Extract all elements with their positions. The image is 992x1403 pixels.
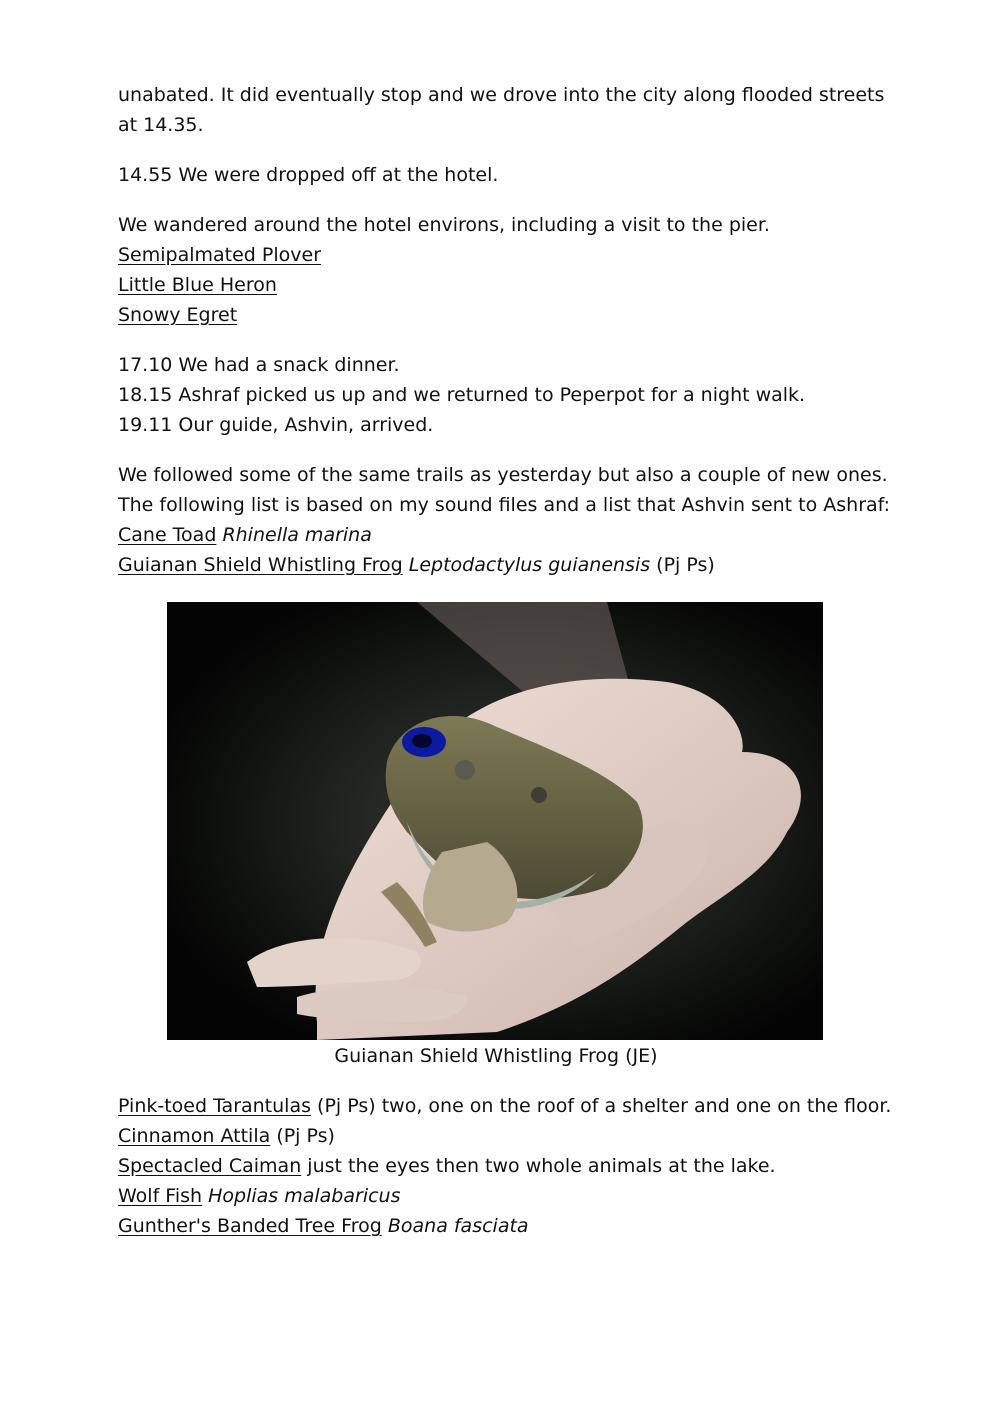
scientific-name: Hoplias malabaricus — [208, 1185, 401, 1207]
species-line — [118, 1091, 918, 1121]
species-line — [118, 1151, 918, 1181]
species-link-semipalmated-plover[interactable]: Semipalmated Plover — [118, 244, 322, 266]
species-note: (Pj Ps) — [656, 554, 715, 576]
species-list-continued — [118, 1091, 918, 1241]
frog-photo — [167, 602, 823, 1040]
species-link-gunthers-banded-tree-frog[interactable]: Gunther's Banded Tree Frog — [118, 1215, 382, 1237]
paragraph-evening — [118, 350, 898, 440]
species-line — [118, 1211, 918, 1241]
text-line: 14.55 We were dropped off at the hotel. — [118, 164, 499, 186]
species-link-line — [118, 240, 898, 270]
species-link-line — [118, 300, 898, 330]
scientific-name: Boana fasciata — [387, 1215, 529, 1237]
species-link-little-blue-heron[interactable]: Little Blue Heron — [118, 274, 277, 296]
species-note: (Pj Ps) two, one on the roof of a shelter and one on the floor. — [317, 1095, 892, 1117]
text-line: at 14.35. — [118, 114, 204, 136]
species-line — [118, 1121, 918, 1151]
species-link-line — [118, 270, 898, 300]
species-link-pink-toed-tarantulas[interactable]: Pink-toed Tarantulas — [118, 1095, 311, 1117]
scientific-name: Leptodactylus guianensis — [408, 554, 651, 576]
photo-caption: Guianan Shield Whistling Frog (JE) — [334, 1045, 658, 1067]
scientific-name: Rhinella marina — [222, 524, 372, 546]
species-note: just the eyes then two whole animals at the lake. — [307, 1155, 776, 1177]
text-line: The following list is based on my sound files and a list that Ashvin sent to Ashraf: — [118, 494, 891, 516]
species-link-wolf-fish[interactable]: Wolf Fish — [118, 1185, 203, 1207]
species-line — [118, 520, 898, 550]
text-line: unabated. It did eventually stop and we drove into the city along flooded streets — [118, 84, 885, 106]
text-line: 18.15 Ashraf picked us up and we returned to Peperpot for a night walk. — [118, 384, 806, 406]
paragraph-arrival — [118, 80, 898, 140]
species-link-cane-toad[interactable]: Cane Toad — [118, 524, 217, 546]
paragraph-hotel — [118, 160, 898, 190]
paragraph-night-walk — [118, 460, 898, 580]
text-line: We followed some of the same trails as yesterday but also a couple of new ones. — [118, 464, 888, 486]
species-note: (Pj Ps) — [276, 1125, 335, 1147]
text-line: 17.10 We had a snack dinner. — [118, 354, 400, 376]
document-body — [118, 80, 898, 600]
species-link-whistling-frog[interactable]: Guianan Shield Whistling Frog — [118, 554, 403, 576]
text-line: We wandered around the hotel environs, including a visit to the pier. — [118, 214, 770, 236]
species-link-snowy-egret[interactable]: Snowy Egret — [118, 304, 238, 326]
species-line — [118, 1181, 918, 1211]
species-line — [118, 550, 898, 580]
species-link-cinnamon-attila[interactable]: Cinnamon Attila — [118, 1125, 271, 1147]
frog-in-hand-illustration — [167, 602, 823, 1040]
species-link-spectacled-caiman[interactable]: Spectacled Caiman — [118, 1155, 302, 1177]
paragraph-pier — [118, 210, 898, 330]
text-line: 19.11 Our guide, Ashvin, arrived. — [118, 414, 434, 436]
